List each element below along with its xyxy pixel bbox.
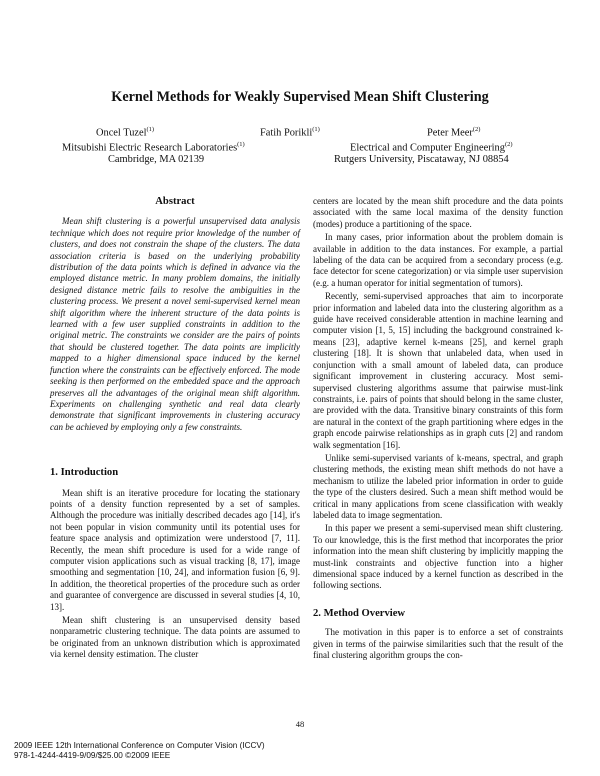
author-2 bbox=[260, 123, 320, 139]
method-heading: 2. Method Overview bbox=[313, 607, 406, 619]
left-column bbox=[50, 196, 300, 661]
intro-paragraph: Mean shift is an iterative procedure for locating the stationary points of a density function represented by a set of samples. Although the procedure was initially described decades ago [14], it's not been popular in vision community until its potential uses for feature space analysis and optimization were understood [7, 11]. Recently, the mean shift procedure is used for a wide range of computer vision applications such as visual tracking [8, 17], image smoothing and segmentation [10, 24], and information fusion [6, 9]. In addition, the theoretical properties of the procedure such as order and guarantee of convergence are discussed in several studies [4, 10, 13]. bbox=[50, 487, 300, 612]
affiliation-org: Electrical and Computer Engineering bbox=[350, 142, 505, 154]
affiliation-mark: (1) bbox=[237, 141, 245, 148]
author-mark: (1) bbox=[146, 126, 155, 133]
intro-paragraph: Recently, semi-supervised approaches that aim to incorporate prior information and labeled data into the clustering algorithm as a guide have received considerable attention in machine learning and computer vision [1, 5, 15] including the background constrained k-means [23], adaptive kernel k-means [25], and kernel graph clustering [18]. It is shown that unlabeled data, when used in conjunction with a small amount of labeled data, can produce significant improvement in clustering accuracy. Most semi-supervised clustering algorithms assume that pairwise must-link constraints, i.e. pairs of points that should belong in the same cluster, are provided with the data. Transitive binary constraints of this form are natural in the context of the graph partitioning where edges in the graph encode pairwise relationships as in graph cuts [2] and random walk segmentation [16]. bbox=[313, 291, 563, 450]
intro-paragraph: Mean shift clustering is an unsupervised density based nonparametric clustering technique. The data points are assumed to be originated from an unknown distribution which is approximated via kernel density estimation. The cluster bbox=[50, 615, 300, 660]
intro-paragraph: Unlike semi-supervised variants of k-means, spectral, and graph clustering methods, the existing mean shift methods do not have a mechanism to utilize the labeled prior information in order to guide the type of the clusters desired. Such a mean shift method would be critical in many applications from scene classification with weakly labeled data to image segmentation. bbox=[313, 452, 563, 520]
author-name: Peter Meer bbox=[427, 127, 473, 139]
intro-paragraph: centers are located by the mean shift procedure and the data points associated with the same local maxima of the density function (modes) produce a partitioning of the space. bbox=[313, 196, 563, 229]
footer-conference: 2009 IEEE 12th International Conference on Computer Vision (ICCV) bbox=[14, 741, 265, 750]
page-number: 48 bbox=[295, 719, 305, 729]
author-name: Oncel Tuzel bbox=[96, 127, 147, 139]
affiliation-2-org bbox=[350, 138, 513, 154]
author-name: Fatih Porikli bbox=[260, 127, 313, 139]
affiliation-2-place: Rutgers University, Piscataway, NJ 08854 bbox=[334, 154, 509, 165]
affiliation-mark: (2) bbox=[504, 141, 513, 148]
author-mark: (2) bbox=[472, 126, 481, 133]
affiliation-1-place: Cambridge, MA 02139 bbox=[108, 154, 205, 165]
author-3 bbox=[427, 123, 480, 139]
method-paragraph: The motivation in this paper is to enforce a set of constraints given in terms of the pairwise similarities such that the result of the final clustering algorithm groups the con- bbox=[313, 627, 563, 661]
intro-paragraph: In many cases, prior information about the problem domain is available in addition to the data instances. For example, a partial labeling of the data can be acquired from a secondary process (e.g. face detector for scene categorization) or via simple user supervision (e.g. a human operator for initial segmentation of tumors). bbox=[313, 232, 563, 288]
intro-paragraph: In this paper we present a semi-supervised mean shift clustering. To our knowledge, this is the first method that incorporates the prior information into the mean shift clustering by implicitly mapping the must-link constraints and objective function into a higher dimensional space induced by a kernel function as described in the following sections. bbox=[313, 523, 563, 591]
right-column bbox=[313, 196, 563, 661]
footer-isbn: 978-1-4244-4419-9/09/$25.00 ©2009 IEEE bbox=[14, 751, 171, 760]
affiliation-1-org bbox=[62, 138, 245, 154]
author-mark: (1) bbox=[312, 126, 320, 133]
author-1 bbox=[96, 123, 154, 139]
introduction-heading: 1. Introduction bbox=[50, 467, 119, 479]
affiliation-org: Mitsubishi Electric Research Laboratories bbox=[62, 142, 238, 154]
paper-title: Kernel Methods for Weakly Supervised Mean Shift Clustering bbox=[111, 89, 489, 105]
abstract-text: Mean shift clustering is a powerful unsupervised data analysis technique which does not require prior knowledge of the number of clusters, and does not constrain the shape of the clusters. The data association criteria is based on the underlying probability distribution of the data points which is defined in advance via the employed distance metric. In many problem domains, the initially designed distance metric fails to resolve the ambiguities in the clustering process. We present a novel semi-supervised kernel mean shift algorithm where the inherent structure of the data points is learned with a few user supplied constraints in addition to the original metric. The constraints we consider are the pairs of points that should be clustered together. The data points are implicitly mapped to a higher dimensional space induced by the kernel function where the constraints can be effectively enforced. The mode seeking is then performed on the embedded space and the approach preserves all the advantages of the original mean shift algorithm. Experiments on challenging synthetic and real data clearly demonstrate that significant improvements in clustering accuracy can be achieved by employing only a few constraints. bbox=[50, 216, 300, 432]
abstract-heading: Abstract bbox=[155, 196, 195, 207]
footer bbox=[14, 741, 265, 761]
